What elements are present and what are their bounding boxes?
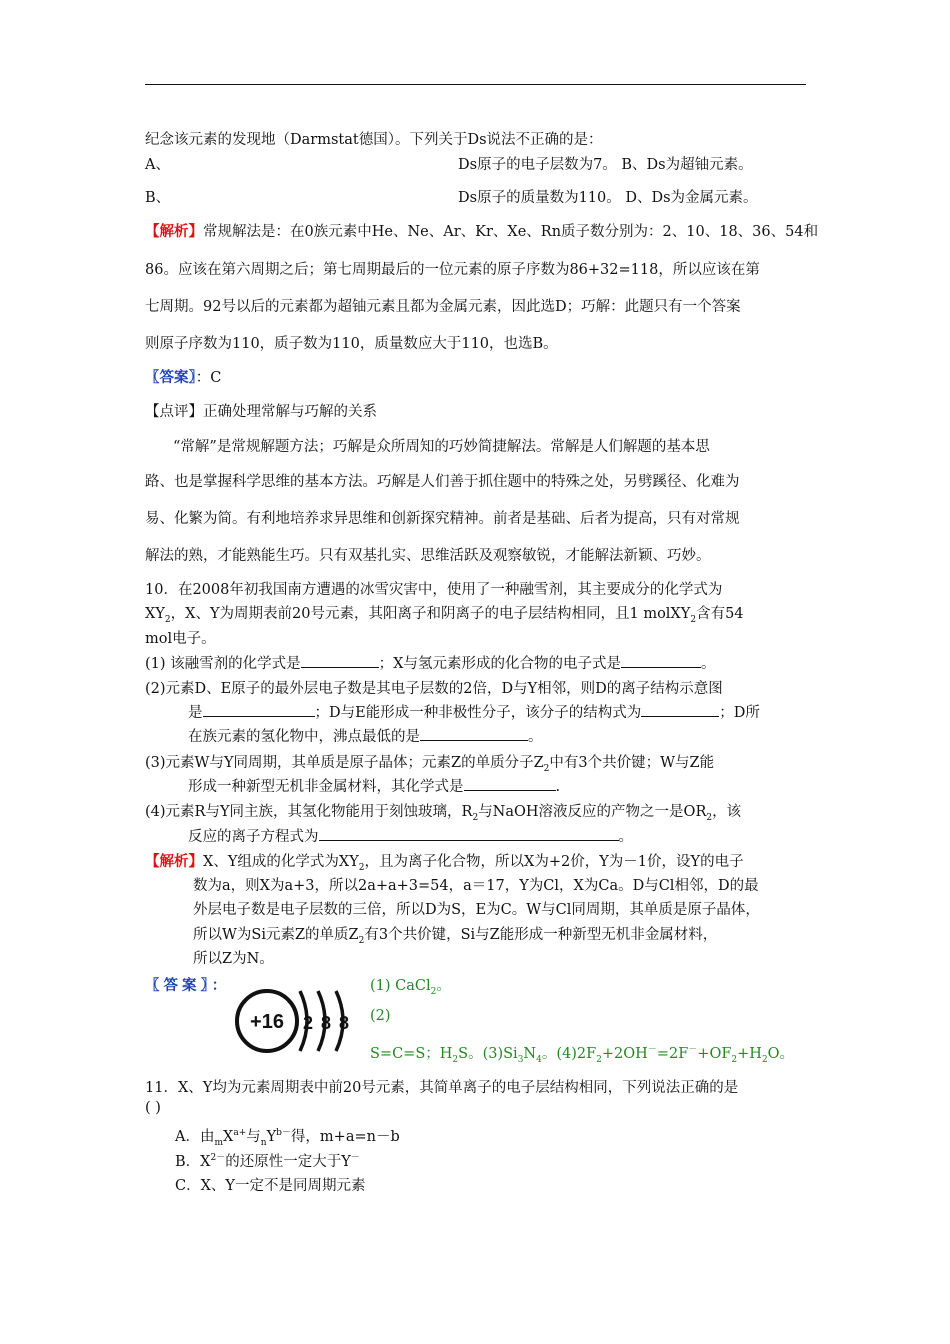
answer-tag: 〖答案〗: [145, 369, 196, 386]
option-b: B、: [145, 190, 171, 206]
answer-blank[interactable]: [319, 828, 619, 841]
paragraph: 纪念该元素的发现地（Darmstat德国）。下列关于Ds说法不正确的是：: [145, 132, 603, 148]
nucleus-charge: +16: [250, 1011, 284, 1033]
answer2-part3: S=C=S；$H_2S$。$(3)Si_3N_4$。$(4)2F_2+2OH^-=2F^-+OF_2+H_2O$。: [370, 1045, 795, 1065]
answer-blank[interactable]: [203, 704, 315, 717]
q11-option-b: B．$X^{2-}$的还原性一定大于Y－: [175, 1153, 360, 1170]
option-a-text: Ds原子的电子层数为7。 B、Ds为超铀元素。: [458, 157, 753, 173]
shell-electrons: 2: [302, 1013, 314, 1033]
q10-sub4: 反应的离子方程式为 。: [188, 829, 633, 845]
q11-line: 11．X、Y均为元素周期表中前20号元素，其简单离子的电子层结构相同，下列说法正确的是: [145, 1080, 739, 1096]
analysis-line: [145, 220, 818, 241]
comment-line: 路、也是掌握科学思维的基本方法。巧解是人们善于抓住题中的特殊之处，另劈蹊径、化难为: [145, 474, 740, 490]
q11-option-c: C．X、Y一定不是同周期元素: [175, 1178, 366, 1194]
analysis2-line: 所以Z为N。: [193, 951, 274, 967]
q10-sub1: (1) 该融雪剂的化学式是 ；X与氢元素形成的化合物的电子式是 。: [145, 656, 716, 672]
q11-paren: ( ): [145, 1100, 161, 1116]
analysis2-line: 所以W为Si元素Z的单质$Z_2$有3个共价键，Si与Z能形成一种新型无机非金属材料，: [193, 927, 718, 946]
q10-sub2: 是 ；D与E能形成一种非极性分子，该分子的结构式为 ；D所: [188, 705, 760, 721]
answer2-line: 〖答案〗：: [145, 977, 227, 994]
answer-blank[interactable]: [621, 655, 701, 668]
analysis-line: 则原子序数为110，质子数为110，质量数应大于110，也选B。: [145, 336, 558, 352]
analysis-line: 七周期。92号以后的元素都为超铀元素且都为金属元素，因此选D；巧解：此题只有一个答案: [145, 299, 741, 315]
q10-sub2: (2)元素D、E原子的最外层电子数是其电子层数的2倍，D与Y相邻，则D的离子结构示意图: [145, 681, 723, 697]
option-a: A、: [145, 157, 170, 173]
answer-blank[interactable]: [420, 728, 528, 741]
analysis-text: 常规解法是：在0族元素中He、Ne、Ar、Kr、Xe、Rn质子数分别为：2、10、18、36、54和: [203, 224, 819, 240]
answer-line: [145, 366, 221, 387]
answer-tag: 〖答案〗: [145, 977, 212, 994]
q10-sub3: (3)元素W与Y同周期，其单质是原子晶体；元素Z的单质分子$Z_2$中有3个共价键；W与Z能: [145, 755, 715, 774]
q10-sub2: 在族元素的氢化物中，沸点最低的是 。: [188, 729, 543, 745]
ion-structure-diagram: [230, 983, 360, 1063]
option-b-text: Ds原子的质量数为110。 D、Ds为金属元素。: [458, 190, 758, 206]
comment-line: 易、化繁为简。有利地培养求异思维和创新探究精神。前者是基础、后者为提高，只有对常规: [145, 511, 740, 527]
analysis2-line: 数为a，则X为a+3，所以2a+a+3=54，a＝17，Y为Cl，X为Ca。D与Cl相邻，D的最: [193, 878, 759, 894]
q10-line: $XY_2$，X、Y为周期表前20号元素，其阳离子和阴离子的电子层结构相同，且1 molXY$_2$含有54: [145, 606, 744, 625]
analysis2-line: 外层电子数是电子层数的三倍，所以D为S，E为C。W与Cl同周期，其单质是原子晶体，: [193, 902, 760, 918]
q10-sub3: 形成一种新型无机非金属材料，其化学式是 .: [188, 779, 561, 795]
q10-line: mol电子。: [145, 631, 216, 647]
comment-line: “常解”是常规解题方法；巧解是众所周知的巧妙简捷解法。常解是人们解题的基本思: [173, 439, 710, 455]
q10-sub4: (4)元素R与Y同主族，其氢化物能用于刻蚀玻璃，$R_2$与NaOH溶液反应的产物之一是$OR_2$，该: [145, 804, 742, 823]
answer-blank[interactable]: [641, 704, 719, 717]
answer2-part2: (2): [370, 1008, 391, 1024]
analysis2-line: 【解析】X、Y组成的化学式为$XY_2$，且为离子化合物，所以X为+2价，Y为－1价，设Y的电子: [145, 853, 744, 873]
header-rule: [145, 84, 806, 85]
answer-blank[interactable]: [301, 655, 379, 668]
q11-option-a: A．由$_mX^{a+}$与$_nY^{b-}$得，m+a=n－b: [175, 1128, 400, 1148]
analysis-line: 86。应该在第六周期之后；第七周期最后的一位元素的原子序数为86+32=118，所以应该在第: [145, 262, 760, 278]
answer-text: ：C: [195, 370, 222, 386]
analysis-tag: 【解析】: [145, 223, 203, 240]
comment-line: 解法的熟，才能熟能生巧。只有双基扎实、思维活跃及观察敏锐，才能解法新颖、巧妙。: [145, 548, 711, 564]
shell-electrons: 8: [338, 1013, 350, 1033]
analysis-tag: 【解析】: [145, 853, 203, 870]
q10-line: 10．在2008年初我国南方遭遇的冰雪灾害中，使用了一种融雪剂，其主要成分的化学式为: [145, 582, 723, 598]
comment-heading: 【点评】正确处理常解与巧解的关系: [145, 404, 377, 420]
answer2-part1: (1) CaCl$_2$。: [370, 978, 451, 997]
answer-blank[interactable]: [464, 778, 556, 791]
shell-electrons: 8: [320, 1013, 332, 1033]
